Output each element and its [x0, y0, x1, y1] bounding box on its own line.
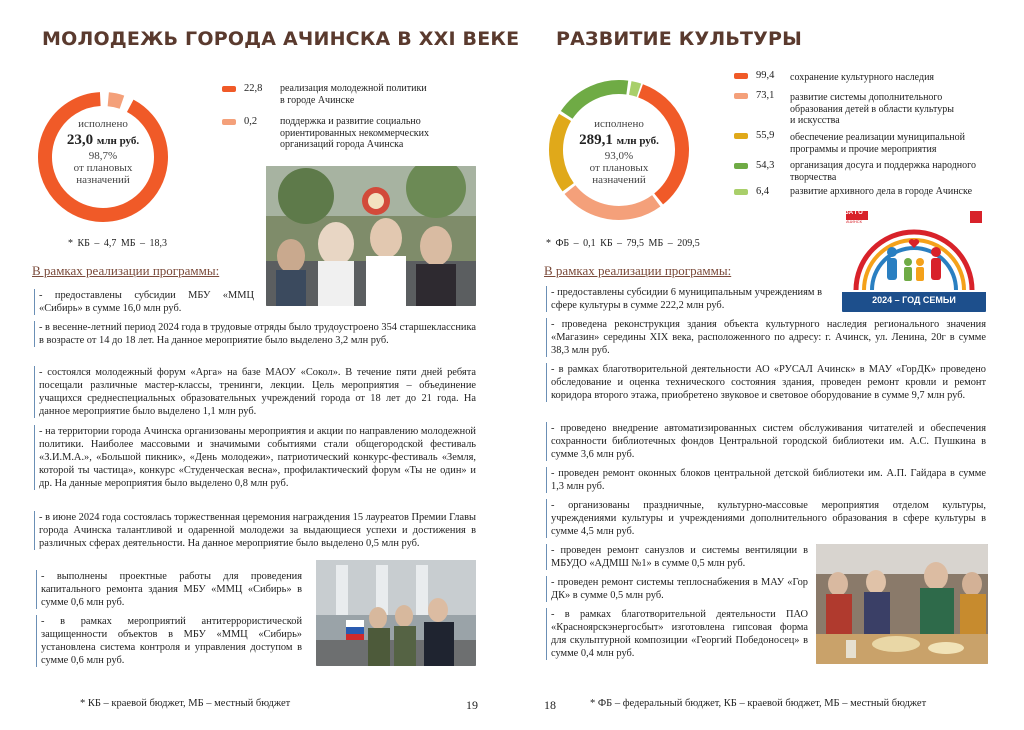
legend-value: 55,9 [756, 130, 775, 141]
list-item: - в рамках благотворительной деятельности ПАО «Красноярскэнергосбыт» изготовлена гипсовая форма для скульптурной композиции «Георгий Победоносец» в сумме 0,4 млн руб. [546, 608, 808, 660]
logo-small-text-2: АЧИНСК [846, 219, 863, 224]
legend-item [734, 90, 1014, 126]
legend-text: развитие архивного дела в городе Ачинске [790, 186, 973, 197]
list-item: - в июне 2024 года состоялась торжественная церемония награждения 15 лауреатов Премии Главы города Ачинска талантливой и одаренной молодежи за выдающиеся успехи и достижения в различных сферах деятельности. На данное мероприятие было выделено 0,5 млн руб. [34, 511, 476, 550]
page-title: МОЛОДЕЖЬ ГОРОДА АЧИНСКА В XXI ВЕКЕ [42, 28, 520, 50]
legend-swatch [734, 93, 748, 99]
donut-amount-value: 23,0 [66, 132, 94, 148]
donut-label-bottom-1: от плановых [73, 162, 133, 174]
legend-swatch [222, 86, 236, 92]
donut-amount-unit: млн руб. [96, 135, 140, 147]
legend-item [734, 160, 1014, 186]
list-item: - проведено внедрение автоматизированных систем обслуживания читателей и обеспечения сохранности библиотечных фондов Центральной городской библиотеки им. А.С. Пушкина в сумме 3,6 млн руб. [546, 422, 986, 461]
donut-label-bottom-1: от плановых [589, 162, 649, 174]
list-item: - проведена реконструкция здания объекта культурного наследия регионального значения «Магазин» середины XIX века, расположенного по адресу: г. Ачинск, ул. Ленина, 20г в сумме 38,3 млн руб. [546, 318, 986, 357]
legend-value: 54,3 [756, 160, 775, 171]
legend-youth [222, 83, 482, 153]
legend-value: 73,1 [756, 90, 775, 101]
list-item: - в рамках мероприятий антитеррористической защищенности объектов в МБУ «ММЦ «Сибирь» установлена система контроля и управления доступом в сумме 0,6 млн руб. [36, 615, 302, 667]
legend-value: 22,8 [244, 83, 263, 94]
page-number: 18 [544, 698, 556, 712]
list-item: - проведен ремонт санузлов и системы вентиляции в МБУДО «АДМШ №1» в сумме 0,5 млн руб. [546, 544, 808, 570]
legend-text: организация досуга и поддержка народного творчества [790, 160, 976, 183]
donut-center [48, 118, 158, 186]
list-item: - в весенне-летний период 2024 года в трудовые отряды было трудоустроено 354 старшеклассника в возрасте от 14 до 18 лет. На данное мероприятие было выделено 3,2 млн руб. [34, 321, 476, 347]
legend-item [734, 70, 1014, 84]
legend-item [734, 130, 1014, 156]
legend-text: реализация молодежной политики в городе Ачинске [280, 83, 427, 106]
legend-swatch [222, 119, 236, 125]
list-item: - состоялся молодежный форум «Арга» на базе МАОУ «Сокол». В течение пяти дней ребята посещали различные мастер-классы, тренинги, лекции. Цель мероприятия – объединение учащихся среднеспециальных образовательных учреждений города от 18 лет до 21 года. На данное мероприятие было выделено 1,1 млн руб. [34, 366, 476, 418]
donut-label-bottom-2: назначений [592, 174, 646, 186]
list-item: - проведен ремонт системы теплоснабжения в МАУ «Гор ДК» в сумме 0,5 млн руб. [546, 576, 808, 602]
photo-youth-festival [266, 166, 476, 306]
page-title: РАЗВИТИЕ КУЛЬТУРЫ [556, 28, 803, 50]
legend-culture [734, 70, 1014, 200]
section-heading: В рамках реализации программы: [32, 263, 220, 278]
legend-text: сохранение культурного наследия [790, 72, 935, 83]
list-item: - в рамках благотворительной деятельности АО «РУСАЛ Ачинск» в МАУ «ГорДК» проведено обследование и оценка технического состояния здания, проведен ремонт кровли и ремонт коридора второго этажа, приобретено звуковое и световое оборудование в сумме 9,7 млн руб. [546, 363, 986, 402]
legend-item [222, 116, 482, 154]
list-item: - выполнены проектные работы для проведения капитального ремонта здания МБУ «ММЦ «Сибирь» в сумме 0,6 млн руб. [36, 570, 302, 609]
legend-text: поддержка и развитие социально ориентированных некоммерческих организаций города Ачинска [280, 116, 429, 150]
legend-value: 99,4 [756, 70, 775, 81]
list-item: - на территории города Ачинска организованы мероприятия и акции по направлению молодежной политики. Наиболее массовыми и значимыми событиями стали общегородской фестиваль «З.И.М.А.», «Большой пикник», «День молодежи», патриотический конкурс-фестиваль «Земля, которой ты частица», конкурс «Студенческая весна», профилактический форум «Ты не один» и др. На данные мероприятия было выделено 0,8 млн руб. [34, 425, 476, 490]
donut-amount-unit: млн руб. [616, 135, 659, 147]
list-item: - организованы праздничные, культурно-массовые мероприятия отделом культуры, учреждениями культуры и учреждениями дополнительного образования в сфере культуры в сумме 4,5 млн руб. [546, 499, 986, 538]
legend-text: развитие системы дополнительного образования детей в области культуры и искусства [790, 92, 954, 126]
donut-amount-value: 289,1 [579, 132, 613, 148]
budget-note: * ФБ – 0,1 КБ – 79,5 МБ – 209,5 [546, 238, 700, 249]
logo-small-text: ЗА ГО [845, 210, 863, 216]
legend-value: 6,4 [756, 186, 770, 197]
donut-percent: 93,0% [604, 150, 634, 162]
legend-swatch [734, 133, 748, 139]
donut-label-bottom-2: назначений [76, 174, 130, 186]
legend-swatch [734, 73, 748, 79]
list-item: - проведен ремонт оконных блоков центральной детской библиотеки им. А.П. Гайдара в сумме 1,3 млн руб. [546, 467, 986, 493]
logo-caption: 2024 – ГОД СЕМЬИ [872, 295, 956, 305]
page-right [512, 0, 1024, 730]
donut-label-top: исполнено [594, 118, 644, 130]
photo-folk-festival [816, 544, 988, 664]
donut-percent: 98,7% [88, 150, 118, 162]
footnote: * ФБ – федеральный бюджет, КБ – краевой бюджет, МБ – местный бюджет [590, 698, 927, 709]
donut-amount [48, 131, 158, 150]
legend-value: 0,2 [244, 116, 258, 127]
footnote: * КБ – краевой бюджет, МБ – местный бюджет [80, 698, 291, 709]
photo-ceremony [316, 560, 476, 666]
legend-item [222, 83, 482, 109]
donut-amount [564, 131, 674, 150]
list-item: - предоставлены субсидии 6 муниципальным учреждениям в сфере культуры в сумме 222,2 млн руб. [546, 286, 822, 312]
legend-swatch [734, 163, 748, 169]
legend-swatch [734, 189, 748, 195]
list-item: - предоставлены субсидии МБУ «ММЦ «Сибирь» в сумме 16,0 млн руб. [34, 289, 254, 315]
section-heading: В рамках реализации программы: [544, 263, 732, 278]
donut-center [564, 118, 674, 186]
budget-note: * КБ – 4,7 МБ – 18,3 [68, 238, 168, 249]
legend-text: обеспечение реализации муниципальной программы и прочие мероприятия [790, 132, 965, 155]
legend-item [734, 186, 1014, 200]
donut-label-top: исполнено [78, 118, 128, 130]
page-number: 19 [466, 698, 478, 712]
